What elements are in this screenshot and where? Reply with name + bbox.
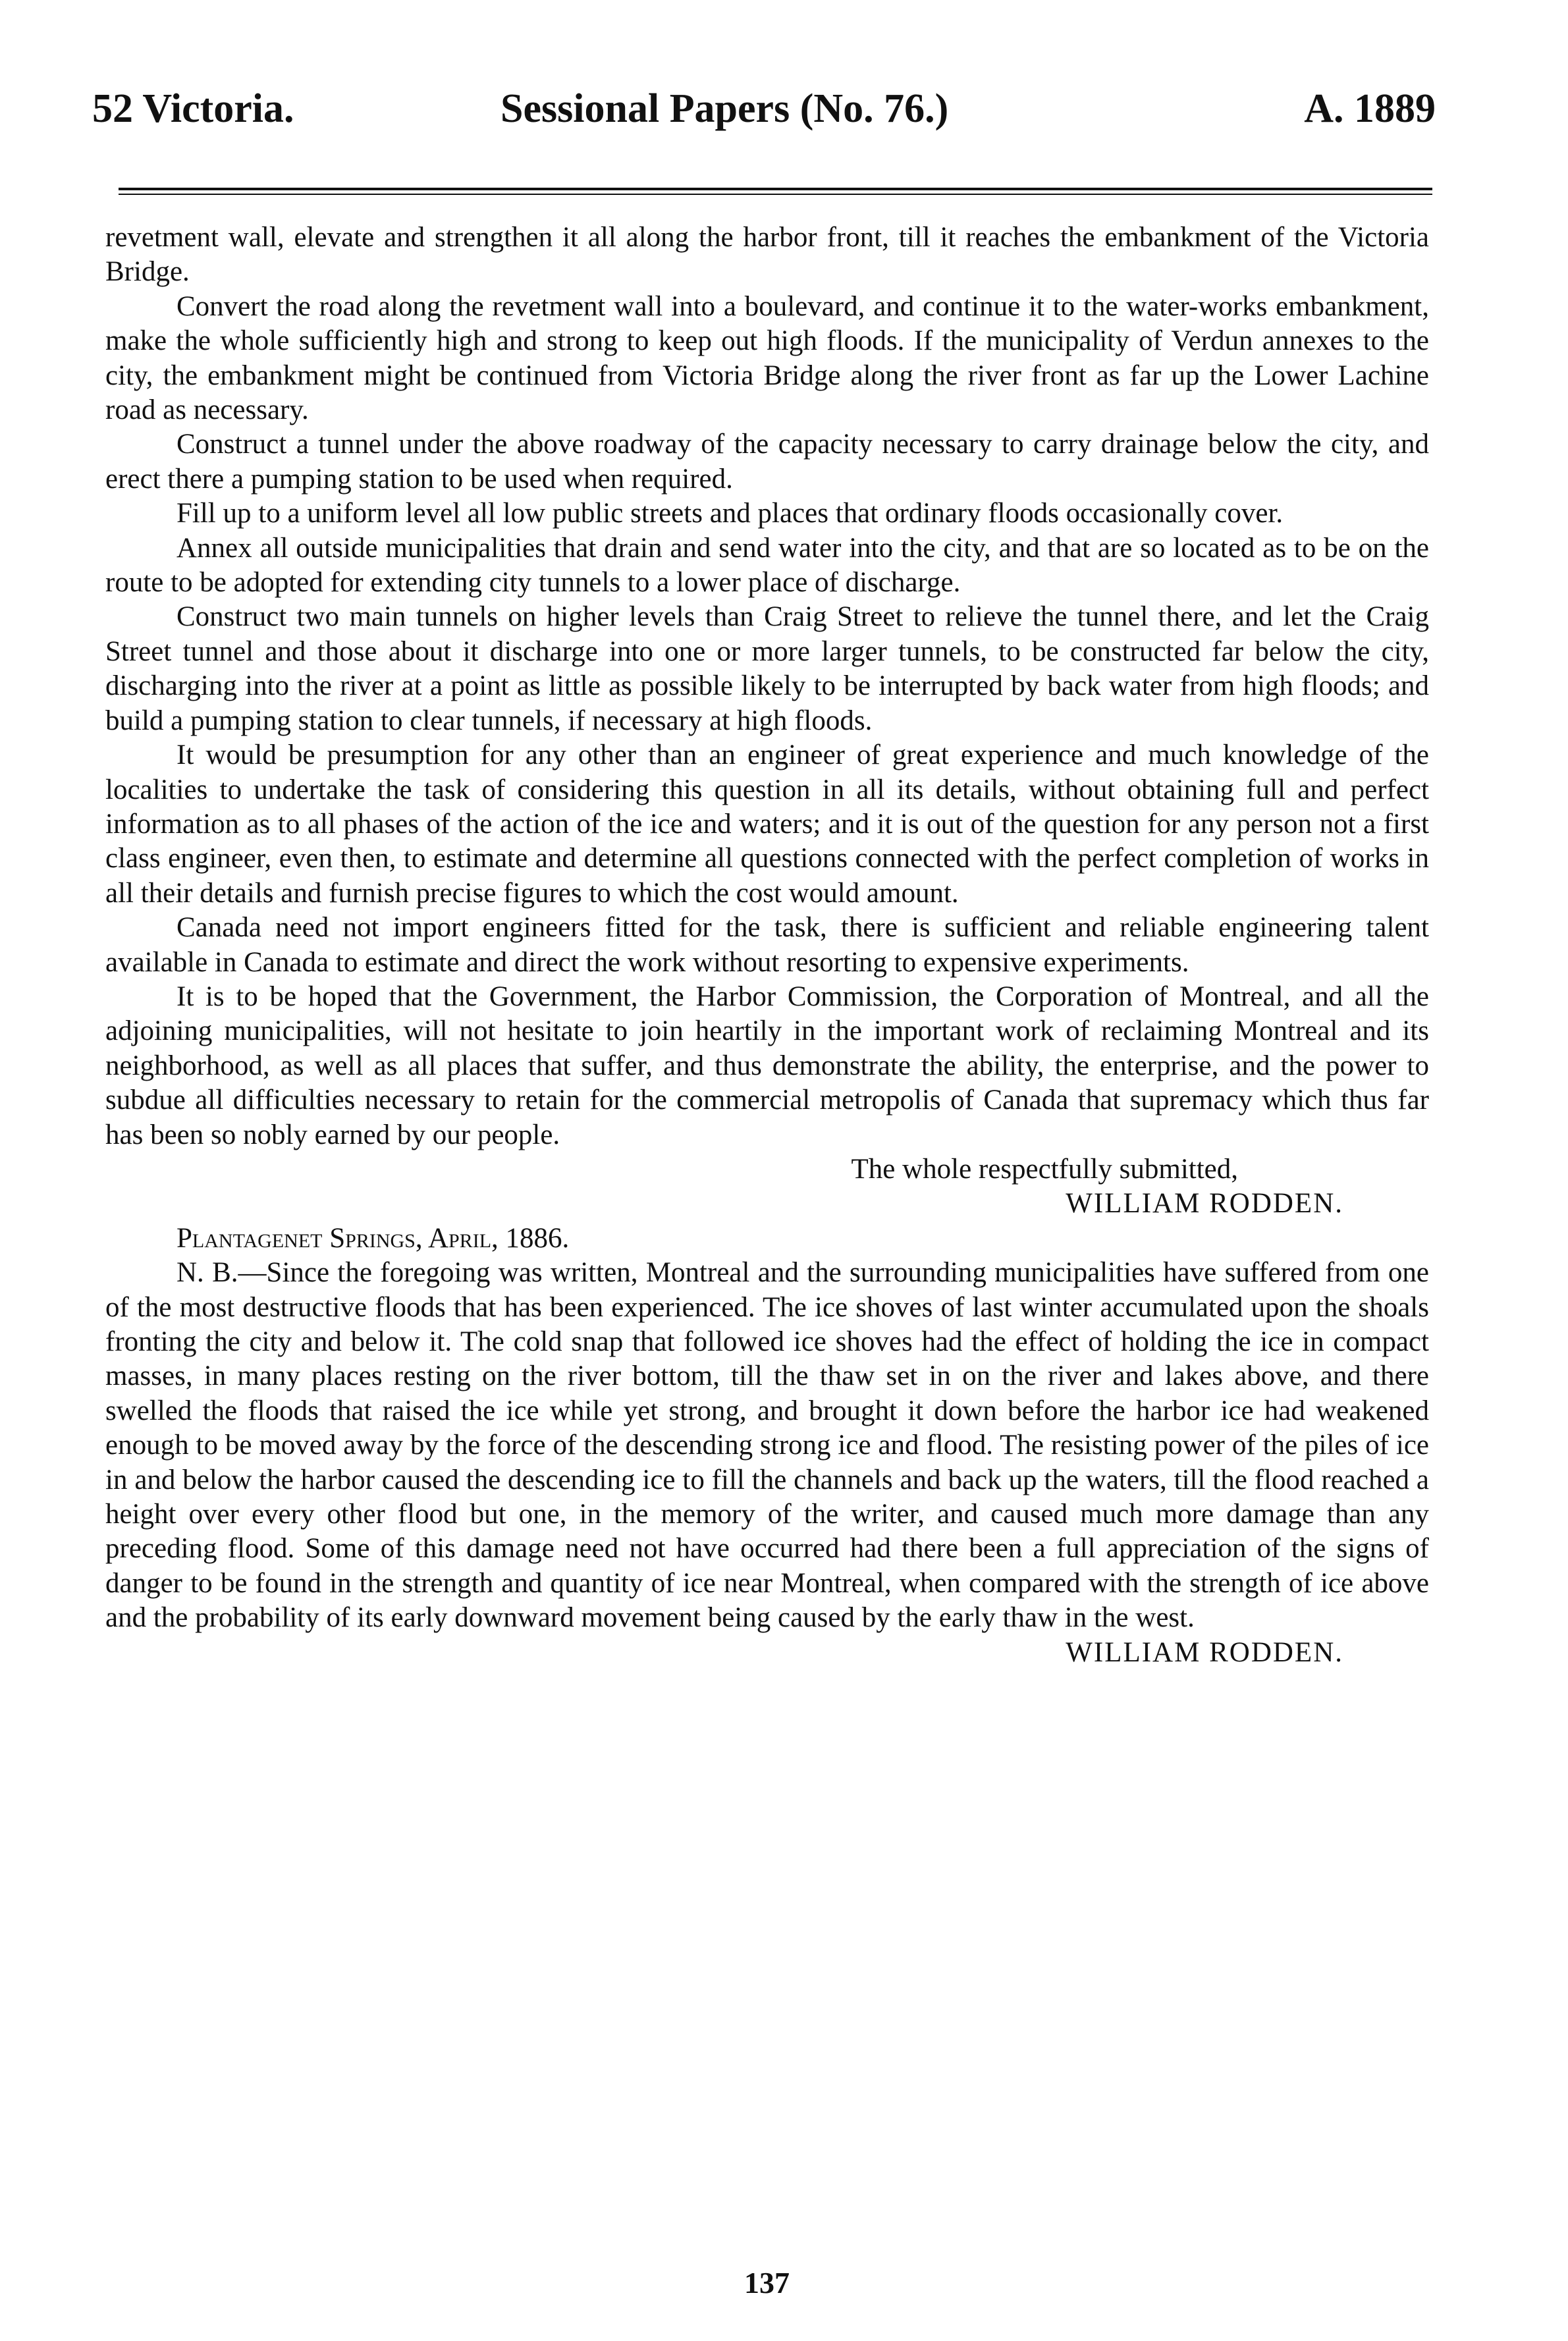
signature: WILLIAM RODDEN. <box>1066 1636 1343 1668</box>
running-header <box>92 86 1436 145</box>
signature: WILLIAM RODDEN. <box>1066 1188 1343 1220</box>
paragraph: It would be presumption for any other than an engineer of great experience and much knowledge of the localities to undertake the task of considering this question in all its details, without obtaining full and perfect information as to all phases of the action of the ice and waters; and it is out of the question for any person not a first class engineer, even then, to estimate and determine all questions connected with the perfect completion of works in all their details and furnish precise figures to which the cost would amount. <box>105 740 1429 909</box>
header-year: A. 1889 <box>1304 86 1436 131</box>
nb-paragraph: N. B.—Since the foregoing was written, Montreal and the surrounding municipalities have suffered from one of the most destructive floods that has been experienced. The ice shoves of last winter accumulated upon the shoals fronting the city and below it. The cold snap that followed ice shoves had the effect of holding the ice in compact masses, in many places resting on the river bottom, till the thaw set in on the river and lakes above, and there swelled the floods that raised the ice while yet strong, and brought it down before the harbor ice had weakened enough to be moved away by the force of the descending strong ice and flood. The resisting power of the piles of ice in and below the harbor caused the descending ice to fill the channels and back up the waters, till the flood reached a height over every other flood but one, in the memory of the writer, and caused much more damage than any preceding flood. Some of this damage need not have occurred had there been a full appreciation of the signs of danger to be found in the strength and quantity of ice near Montreal, when compared with the strength of ice above and the probability of its early downward movement being caused by the early thaw in the west. <box>105 1257 1429 1634</box>
page-number: 137 <box>744 2266 790 2300</box>
paragraph: Construct a tunnel under the above roadway of the capacity necessary to carry drainage below the city, and erect there a pumping station to be used when required. <box>105 429 1429 495</box>
closing-line: The whole respectfully submitted, <box>851 1153 1238 1185</box>
paragraph: Construct two main tunnels on higher levels than Craig Street to relieve the tunnel there, and let the Craig Street tunnel and those about it discharge into one or more larger tunnels, to be constructed far below the city, discharging into the river at a point as little as possible likely to be interrupted by back water from high floods; and build a pumping station to clear tunnels, if necessary at high floods. <box>105 601 1429 736</box>
paragraph: Annex all outside municipalities that drain and send water into the city, and that are so located as to be on the route to be adopted for extending city tunnels to a lower place of discharge. <box>105 532 1429 599</box>
paragraph: Canada need not import engineers fitted for the task, there is sufficient and reliable engineering talent available in Canada to estimate and direct the work without resorting to expensive experiments. <box>105 912 1429 978</box>
header-rule-thin <box>119 194 1432 195</box>
paragraph: Convert the road along the revetment wall into a boulevard, and continue it to the water-works embankment, make the whole sufficiently high and strong to keep out high floods. If the municipality of Verdun annexes to the city, the embankment might be continued from Victoria Bridge along the river front as far up the Lower Lachine road as necessary. <box>105 290 1429 426</box>
place-date: Plantagenet Springs, April, 1886. <box>176 1222 570 1254</box>
header-title: Sessional Papers (No. 76.) <box>500 86 949 131</box>
header-session: 52 Victoria. <box>92 86 294 131</box>
document-body <box>105 221 1429 1670</box>
paragraph: revetment wall, elevate and strengthen it all along the harbor front, till it reaches the embankment of the Victoria Bridge. <box>105 222 1429 288</box>
header-rule <box>119 188 1432 190</box>
paragraph: It is to be hoped that the Government, the Harbor Commission, the Corporation of Montreal, and all the adjoining municipalities, will not hesitate to join heartily in the important work of reclaiming Montreal and its neighborhood, as well as all places that suffer, and thus demonstrate the ability, the enterprise, and the power to subdue all difficulties necessary to retain for the commercial metropolis of Canada that supremacy which thus far has been so nobly earned by our people. <box>105 981 1429 1150</box>
paragraph: Fill up to a uniform level all low public streets and places that ordinary floods occasionally cover. <box>176 498 1284 529</box>
